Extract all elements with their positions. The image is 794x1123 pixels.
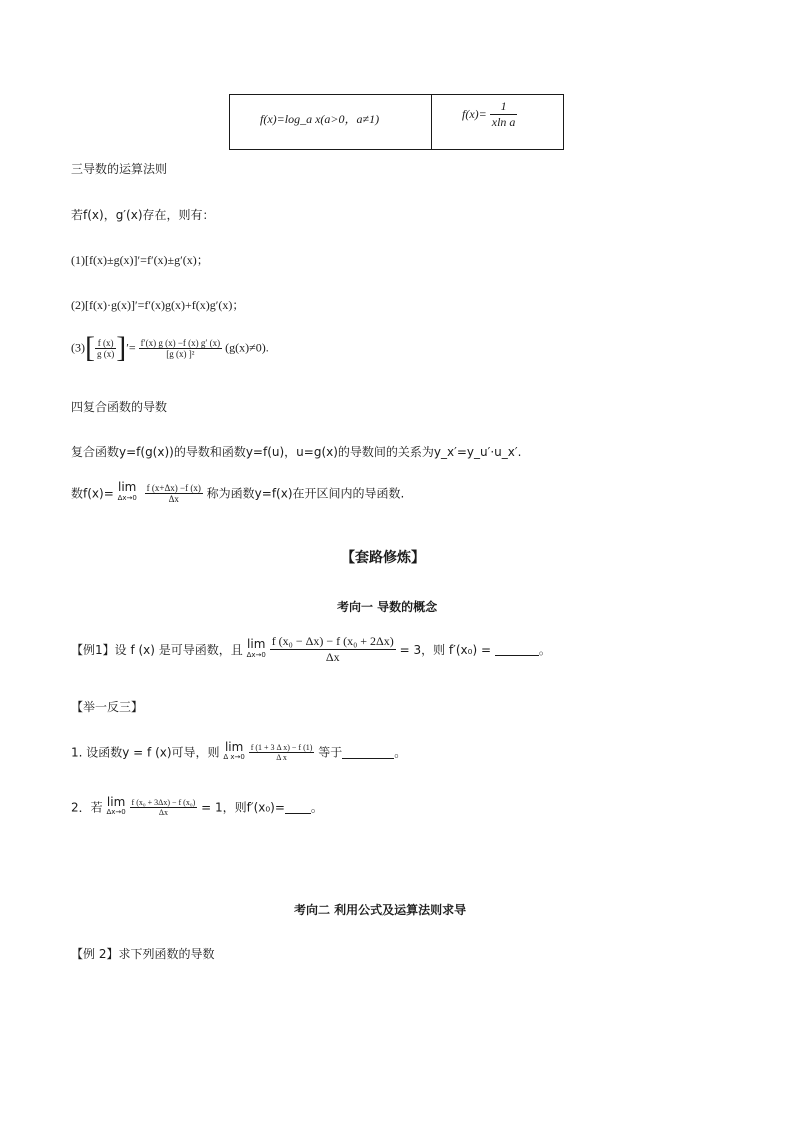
table-divider [431, 95, 432, 149]
example-1 [71, 634, 551, 665]
fraction-numerator: f (x₀ − Δx) − f (x₀ + 2Δx) [271, 634, 394, 648]
fraction-numerator: f (x₀ + 3Δx) − f (x₀) [131, 797, 196, 807]
example1-suffix: = 3，则 f′(x₀) = [399, 643, 492, 657]
q2-end: 。 [310, 800, 323, 815]
fraction-denominator: g (x) [97, 348, 115, 359]
q1-fraction [249, 743, 315, 762]
example1-end: 。 [538, 643, 551, 657]
rule-3 [71, 333, 269, 363]
q1-end: 。 [394, 745, 407, 760]
table-cell-right [462, 99, 517, 130]
left-bracket-icon: [ [85, 331, 95, 364]
fraction-numerator: f (x) [97, 337, 114, 348]
definition-fraction [145, 483, 203, 504]
fraction-denominator: Δx [270, 649, 396, 665]
q1-prefix: 1. 设函数y = f (x)可导，则 [71, 745, 220, 760]
question-2 [71, 797, 323, 817]
definition-suffix: 称为函数y=f(x)在开区间内的导函数. [206, 486, 405, 501]
limit-label: lim [224, 740, 244, 754]
answer-blank[interactable] [495, 643, 539, 656]
answer-blank[interactable] [285, 801, 311, 814]
example1-fraction [270, 634, 396, 665]
rule3-tail: (g(x)≠0). [225, 340, 269, 355]
right-bracket-icon: ] [116, 331, 127, 364]
derivative-definition [71, 482, 404, 504]
limit-subscript: Δx→0 [106, 808, 126, 816]
limit-operator [106, 797, 125, 817]
rule3-rhs-fraction [139, 338, 222, 359]
definition-prefix: 数f(x)= [71, 486, 114, 501]
limit-operator [246, 636, 266, 661]
fraction-denominator: xln a [491, 115, 516, 129]
fraction-numerator: f′(x) g (x) −f (x) g′ (x) [140, 337, 221, 348]
fraction-denominator: [g (x) ]² [139, 348, 222, 359]
fraction-denominator: Δx [130, 807, 198, 817]
limit-operator [223, 742, 244, 762]
formula-table [229, 94, 564, 150]
practice-title: 【套路修炼】 [341, 550, 425, 566]
limit-operator [118, 482, 137, 504]
table-right-prefix: f(x)= [462, 107, 487, 121]
q1-suffix: 等于 [318, 745, 343, 760]
limit-subscript: Δx→0 [117, 494, 137, 502]
limit-label: lim [106, 795, 126, 809]
limit-label: lim [247, 636, 266, 651]
limit-subscript: Δ x→0 [223, 753, 245, 761]
section3-intro: 若f(x)，g′(x)存在，则有： [71, 208, 215, 222]
direction-2-heading: 考向二 利用公式及运算法则求导 [294, 903, 467, 917]
rule3-eq: ′= [126, 340, 136, 355]
composite-rule: 复合函数y=f(g(x))的导数和函数y=f(u)，u=g(x)的导数间的关系为y_x′=y_u′·u_x′. [71, 445, 522, 459]
answer-blank[interactable] [342, 746, 394, 759]
q2-suffix: = 1，则f′(x₀)= [201, 800, 285, 815]
fraction-numerator: f (1 + 3 Δ x) − f (1) [250, 742, 313, 752]
rule3-lhs-fraction [95, 338, 116, 359]
drill-heading: 【举一反三】 [71, 700, 144, 714]
example-2: 【例 2】求下列函数的导数 [71, 947, 215, 961]
section3-heading: 三导数的运算法则 [71, 162, 168, 176]
table-right-fraction [490, 99, 518, 130]
rule-2: (2)[f(x)·g(x)]′=f′(x)g(x)+f(x)g′(x)； [71, 298, 245, 312]
fraction-numerator: 1 [500, 99, 507, 113]
example1-prefix: 【例1】设 f (x) 是可导函数，且 [71, 643, 243, 657]
rule-1: (1)[f(x)±g(x)]′=f′(x)±g′(x)； [71, 253, 209, 267]
limit-label: lim [118, 480, 137, 494]
q2-prefix: 2．若 [71, 800, 103, 815]
table-cell-left: f(x)=log_a x(a>0，a≠1) [260, 112, 380, 126]
limit-subscript: Δx→0 [246, 650, 266, 659]
fraction-denominator: Δ x [249, 752, 315, 762]
section4-heading: 四复合函数的导数 [71, 400, 168, 414]
fraction-denominator: Δx [145, 493, 203, 504]
direction-1-heading: 考向一 导数的概念 [337, 600, 438, 614]
q2-fraction [130, 798, 198, 817]
question-1 [71, 742, 406, 762]
fraction-numerator: f (x+Δx) −f (x) [146, 482, 201, 493]
rule3-label: (3) [71, 340, 85, 355]
